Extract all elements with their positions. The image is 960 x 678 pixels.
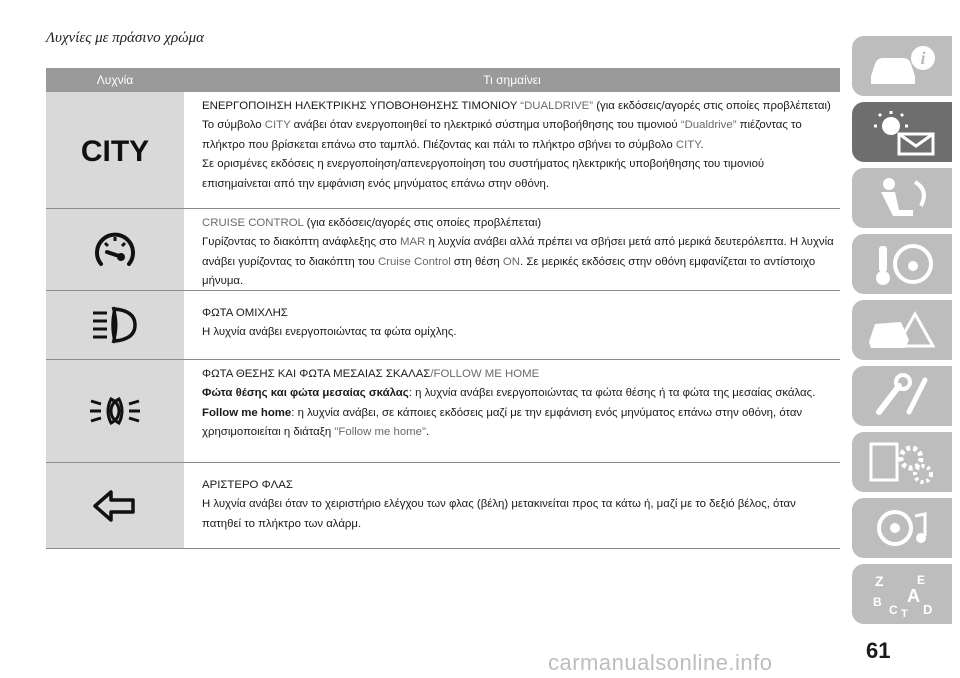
icon-cell	[46, 209, 184, 290]
tab-starting-driving[interactable]	[852, 234, 952, 294]
row-heading: ΑΡΙΣΤΕΡΟ ΦΛΑΣ	[202, 479, 293, 491]
page-number: 61	[866, 638, 891, 663]
icon-cell	[46, 291, 184, 359]
row-heading: ΦΩΤΑ ΘΕΣΗΣ ΚΑΙ ΦΩΤΑ ΜΕΣΑΙΑΣ ΣΚΑΛΑΣ/FOLLOW ME HOME	[202, 368, 540, 380]
tab-safety[interactable]	[852, 168, 952, 228]
tab-car-info[interactable]	[852, 36, 952, 96]
row-text: Η λυχνία ανάβει όταν το χειριστήριο ελέγχου των φλας (βέλη) μετακινείται προς τα κάτω ή, μαζί με το δεξιό βέλος, όταν πατηθεί το πλήκτρο των αλάρμ.	[202, 498, 796, 530]
icon-cell	[46, 360, 184, 462]
svg-text:E: E	[917, 573, 926, 587]
gears-specs-icon	[865, 438, 939, 486]
header-light: Λυχνία	[96, 73, 134, 87]
svg-text:i: i	[920, 48, 926, 68]
row-text: Φώτα θέσης και φώτα μεσαίας σκάλας: η λυχνία ανάβει ενεργοποιώντας τα φώτα θέσης ή τα φώτα της μεσαίας σκάλας.	[202, 387, 816, 400]
svg-text:T: T	[901, 608, 908, 618]
city-text-icon	[75, 130, 155, 170]
alphabetical-index-icon	[865, 570, 939, 618]
table-row	[46, 291, 840, 360]
description-cell	[184, 291, 840, 359]
warning-light-message-icon	[865, 108, 939, 156]
svg-text:D: D	[923, 602, 933, 617]
tab-warning-lights[interactable]	[852, 102, 952, 162]
row-heading: CRUISE CONTROL (για εκδόσεις/αγορές στις οποίες προβλέπεται)	[202, 217, 542, 229]
car-info-icon	[865, 42, 939, 90]
row-heading: ΕΝΕΡΓΟΠΟΙΗΣΗ ΗΛΕΚΤΡΙΚΗΣ ΥΠΟΒΟΗΘΗΣΗΣ ΤΙΜΟΝΙΟΥ “DUALDRIVE” (για εκδόσεις/αγορές στις οποίες προβλέπεται)	[202, 100, 831, 112]
tab-multimedia[interactable]	[852, 498, 952, 558]
front-fog-light-icon	[89, 303, 141, 347]
description-cell	[184, 360, 840, 462]
row-text: Το σύμβολο CITY ανάβει όταν ενεργοποιηθεί το ηλεκτρικό σύστημα υποβοήθησης του τιμονιού “Dualdrive” πιέζοντας το πλήκτρο που βρίσκεται επάνω στο ταμπλό. Πιέζοντας και πάλι το πλήκτρο σβήνει το σύμβολο CITY.	[202, 119, 802, 151]
icon-cell	[46, 92, 184, 208]
left-turn-signal-icon	[91, 486, 139, 526]
description-cell	[184, 463, 840, 548]
page-title: Λυχνίες με πράσινο χρώμα	[46, 30, 205, 46]
tab-maintenance[interactable]	[852, 366, 952, 426]
tab-index[interactable]	[852, 564, 952, 624]
table-row	[46, 92, 840, 209]
row-text: Η λυχνία ανάβει ενεργοποιώντας τα φώτα ομίχλης.	[202, 326, 457, 339]
table-row	[46, 209, 840, 291]
cruise-control-icon	[91, 226, 139, 274]
warning-lights-table	[46, 68, 840, 549]
svg-text:Z: Z	[875, 573, 884, 589]
table-row	[46, 463, 840, 549]
description-cell	[184, 209, 840, 290]
key-steering-wheel-icon	[865, 240, 939, 288]
svg-text:B: B	[873, 595, 882, 609]
row-text: Γυρίζοντας το διακόπτη ανάφλεξης στο MAR η λυχνία ανάβει αλλά πρέπει να σβήσει μετά από μερικά δευτερόλεπτα. Η λυχνία ανάβει γυρίζοντας το διακόπτη του Cruise Control στη θέση ON. Σε μερικές εκδόσεις στην οθόνη εμφανίζεται το αντίστοιχο μήνυμα.	[202, 236, 834, 288]
row-text: Follow me home: η λυχνία ανάβει, σε κάποιες εκδόσεις μαζί με την εμφάνιση ενός μηνύματος επάνω στην οθόνη, όταν χρησιμοποιείται η διάταξη "Follow me home".	[202, 406, 803, 439]
chapter-tabs	[852, 36, 956, 630]
svg-text:CITY: CITY	[80, 135, 150, 168]
tab-technical-data[interactable]	[852, 432, 952, 492]
seat-airbag-icon	[865, 174, 939, 222]
position-lights-icon	[87, 391, 143, 431]
svg-text:C: C	[889, 603, 898, 617]
icon-cell	[46, 463, 184, 548]
table-row	[46, 360, 840, 463]
table-header	[46, 68, 840, 92]
watermark: carmanualsonline.info	[548, 650, 773, 675]
row-heading: ΦΩΤΑ ΟΜΙΧΛΗΣ	[202, 307, 288, 319]
svg-text:A: A	[907, 586, 920, 606]
row-text: Σε ορισμένες εκδόσεις η ενεργοποίηση/απενεργοποίηση του συστήματος ηλεκτρικής υποβοήθησης του τιμονιού επισημαίνεται από την εμφάνιση ενός μηνύματος επάνω στην οθόνη.	[202, 158, 765, 190]
description-cell	[184, 92, 840, 208]
header-meaning: Τι σημαίνει	[483, 73, 541, 87]
tab-emergency[interactable]	[852, 300, 952, 360]
car-emergency-icon	[865, 306, 939, 354]
multimedia-music-icon	[865, 504, 939, 552]
wrench-tools-icon	[865, 372, 939, 420]
